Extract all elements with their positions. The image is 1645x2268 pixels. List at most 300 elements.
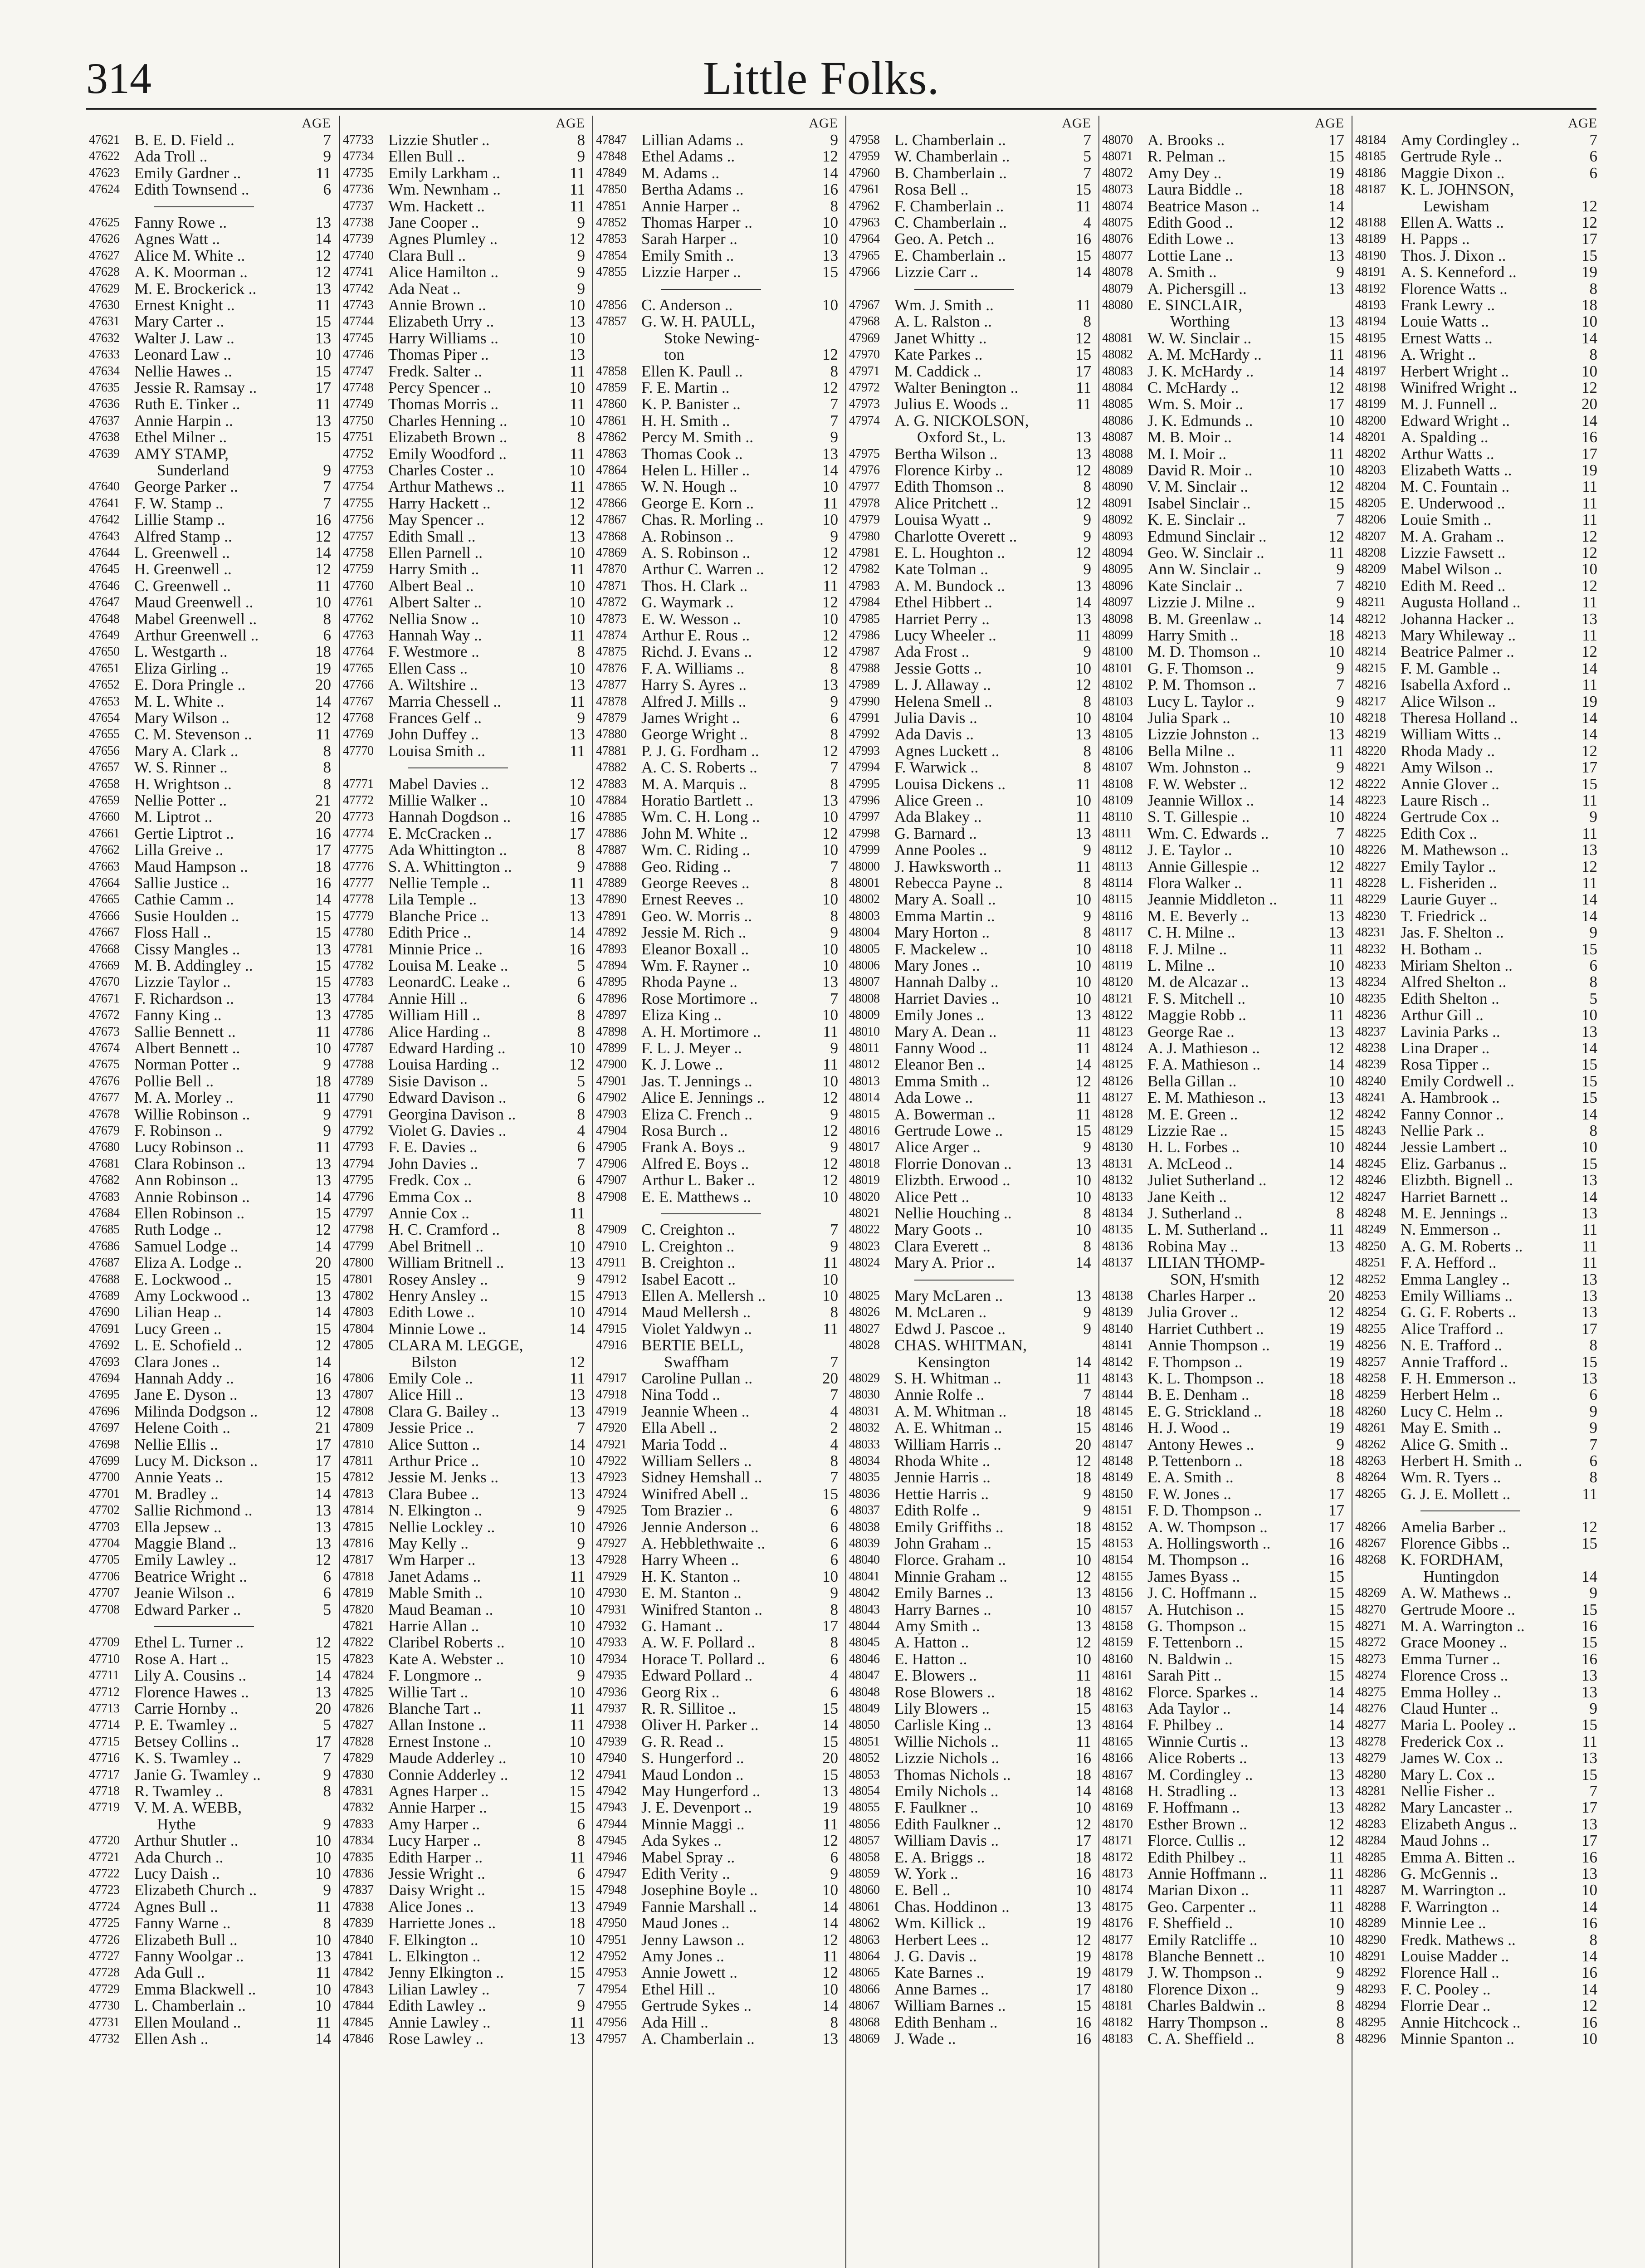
entry-number: 47858 xyxy=(596,364,627,378)
entry-age: 17 xyxy=(1075,1980,1091,1998)
list-item xyxy=(343,1684,585,1701)
entry-age: 8 xyxy=(577,643,585,661)
entry-name: Lucy M. Dickson .. xyxy=(134,1452,258,1470)
entry-number: 48078 xyxy=(1102,265,1133,279)
entry-age: 11 xyxy=(570,164,585,182)
entry-age: 12 xyxy=(1328,1039,1344,1057)
entry-number: 48061 xyxy=(849,1899,880,1914)
entry-number: 48094 xyxy=(1102,546,1133,560)
list-item xyxy=(849,842,1091,858)
list-item xyxy=(1102,1618,1344,1634)
entry-age: 8 xyxy=(1083,1237,1091,1255)
entry-age: 7 xyxy=(830,395,838,413)
entry-number: 47738 xyxy=(343,215,374,230)
entry-name: M. Thompson .. xyxy=(1147,1551,1249,1569)
entry-name: K. L. Thompson .. xyxy=(1147,1369,1264,1387)
list-item xyxy=(1355,991,1597,1007)
entry-age: 11 xyxy=(316,1022,331,1041)
list-item xyxy=(1102,792,1344,809)
list-item xyxy=(849,1998,1091,2014)
list-item xyxy=(343,281,585,297)
entry-age: 14 xyxy=(569,924,585,942)
entry-age: 13 xyxy=(315,214,331,231)
entry-age: 9 xyxy=(323,1056,331,1074)
entry-number: 47784 xyxy=(343,991,374,1006)
entry-name: M. Mathewson .. xyxy=(1401,841,1509,859)
list-item xyxy=(596,974,838,990)
entry-name: Alice Hamilton .. xyxy=(388,263,499,281)
entry-age: 10 xyxy=(569,1584,585,1602)
entry-number: 47952 xyxy=(596,1949,627,1963)
entry-number: 47843 xyxy=(343,1982,374,1996)
entry-age: 13 xyxy=(1075,1897,1091,1916)
entry-number: 47707 xyxy=(89,1586,120,1600)
entry-age: 18 xyxy=(1075,1518,1091,1536)
entry-number: 48189 xyxy=(1355,232,1386,246)
entry-number: 47747 xyxy=(343,364,374,378)
list-item xyxy=(1355,1387,1597,1403)
entry-number: 47996 xyxy=(849,793,880,807)
entry-number: 47867 xyxy=(596,513,627,527)
entry-name: J. K. Edmunds .. xyxy=(1147,411,1253,430)
entry-number: 48263 xyxy=(1355,1454,1386,1468)
entry-age: 12 xyxy=(1328,775,1344,793)
entry-name: Ellen K. Paull .. xyxy=(641,362,743,380)
list-item xyxy=(89,1651,331,1667)
entry-name: V. M. A. WEBB, xyxy=(134,1799,242,1817)
list-item xyxy=(1102,974,1344,990)
list-item xyxy=(89,1205,331,1222)
list-item xyxy=(1355,1024,1597,1040)
entry-age: 12 xyxy=(1328,1171,1344,1189)
entry-age: 15 xyxy=(315,1204,331,1222)
list-item xyxy=(1355,1816,1597,1833)
entry-age: 9 xyxy=(577,1535,585,1552)
list-item xyxy=(1102,132,1344,148)
entry-name: Amy Lockwood .. xyxy=(134,1287,250,1305)
list-item xyxy=(849,215,1091,231)
entry-age: 11 xyxy=(1076,296,1091,314)
entry-name: Wm. C. H. Long .. xyxy=(641,808,760,826)
entry-number: 48267 xyxy=(1355,1536,1386,1550)
entry-age: 8 xyxy=(1589,1122,1597,1139)
list-item xyxy=(596,1602,838,1618)
entry-number: 47787 xyxy=(343,1041,374,1055)
entry-number: 47748 xyxy=(343,381,374,395)
entry-age: 11 xyxy=(1329,445,1344,463)
entry-age: 14 xyxy=(315,692,331,710)
list-item xyxy=(849,561,1091,577)
list-item-continuation xyxy=(1355,1569,1597,1585)
list-item xyxy=(89,1337,331,1354)
entry-age: 6 xyxy=(323,181,331,199)
entry-age: 12 xyxy=(822,147,838,166)
list-item xyxy=(343,330,585,347)
entry-number: 48249 xyxy=(1355,1222,1386,1237)
entry-age: 17 xyxy=(1075,1832,1091,1850)
entry-name: Wm. C. Riding .. xyxy=(641,841,751,859)
list-item xyxy=(596,1535,838,1552)
entry-number: 48032 xyxy=(849,1421,880,1435)
entry-number: 47740 xyxy=(343,248,374,263)
list-item xyxy=(343,1965,585,1981)
entry-name: G. Barnard .. xyxy=(894,824,977,842)
entry-name: Herbert H. Smith .. xyxy=(1401,1452,1523,1470)
list-item xyxy=(1355,941,1597,958)
list-item xyxy=(343,297,585,313)
entry-number: 47695 xyxy=(89,1388,120,1402)
section-divider xyxy=(154,1626,254,1627)
entry-number: 48011 xyxy=(849,1041,879,1055)
entry-age: 9 xyxy=(577,1270,585,1288)
entry-name: E. Bell .. xyxy=(894,1881,951,1899)
list-item xyxy=(596,148,838,165)
entry-number: 47677 xyxy=(89,1090,120,1105)
entry-name: Clara Everett .. xyxy=(894,1237,991,1255)
entry-number: 47987 xyxy=(849,645,880,659)
list-item xyxy=(849,1535,1091,1552)
list-item xyxy=(343,826,585,842)
list-item xyxy=(596,924,838,941)
entry-name: Bella Milne .. xyxy=(1147,742,1235,760)
entry-age: 15 xyxy=(1328,1667,1344,1685)
entry-name: F. W. Webster .. xyxy=(1147,775,1248,793)
entry-name: Cissy Mangles .. xyxy=(134,940,240,958)
entry-age: 11 xyxy=(823,1947,838,1965)
list-item xyxy=(1102,1370,1344,1387)
entry-number: 47736 xyxy=(343,182,374,197)
entry-name: M. E. Jennings .. xyxy=(1401,1204,1508,1222)
list-item xyxy=(1102,842,1344,858)
entry-age: 6 xyxy=(1589,147,1597,166)
entry-number: 47637 xyxy=(89,413,120,428)
entry-number: 47820 xyxy=(343,1602,374,1617)
entry-number: 47855 xyxy=(596,265,627,279)
entry-name: Agnes Harper .. xyxy=(388,1782,489,1800)
entry-name: T. Friedrick .. xyxy=(1401,907,1487,925)
entry-number: 47797 xyxy=(343,1206,374,1220)
entry-age: 12 xyxy=(822,544,838,562)
entry-number: 47691 xyxy=(89,1321,120,1336)
entry-name: S. H. Whitman .. xyxy=(894,1369,1001,1387)
entry-number: 48234 xyxy=(1355,975,1386,989)
entry-number: 48057 xyxy=(849,1833,880,1848)
entry-age: 12 xyxy=(822,742,838,760)
entry-age: 13 xyxy=(315,1006,331,1024)
entry-number: 47807 xyxy=(343,1388,374,1402)
entry-age: 8 xyxy=(1083,758,1091,777)
entry-age: 9 xyxy=(1083,1501,1091,1520)
entry-number: 47923 xyxy=(596,1470,627,1485)
entry-number: 48235 xyxy=(1355,991,1386,1006)
entry-name: Emily Griffiths .. xyxy=(894,1518,1004,1536)
entry-name: Julius E. Woods .. xyxy=(894,395,1009,413)
entry-age: 11 xyxy=(1329,890,1344,909)
entry-name: A. W. Thompson .. xyxy=(1147,1518,1268,1536)
list-item xyxy=(89,330,331,347)
entry-age: 12 xyxy=(822,379,838,396)
list-item xyxy=(849,313,1091,330)
entry-age: 8 xyxy=(577,1105,585,1123)
entry-age: 8 xyxy=(323,742,331,760)
list-item xyxy=(849,1387,1091,1403)
entry-name: G. W. H. PAULL, xyxy=(641,313,755,331)
entry-number: 48020 xyxy=(849,1189,880,1204)
list-item xyxy=(596,181,838,198)
list-item xyxy=(596,1420,838,1436)
entry-age: 8 xyxy=(323,610,331,628)
list-item xyxy=(89,380,331,396)
entry-name: F. D. Thompson .. xyxy=(1147,1501,1262,1520)
entry-name: S. Hungerford .. xyxy=(641,1749,744,1767)
entry-number: 47920 xyxy=(596,1421,627,1435)
entry-name: Ann W. Sinclair .. xyxy=(1147,560,1261,578)
entry-number: 48238 xyxy=(1355,1041,1386,1055)
entry-number: 48090 xyxy=(1102,479,1133,494)
entry-number: 48176 xyxy=(1102,1916,1133,1931)
entry-number: 47814 xyxy=(343,1503,374,1518)
entry-name: Anne Barnes .. xyxy=(894,1980,989,1998)
entry-number: 48273 xyxy=(1355,1652,1386,1666)
entry-age: 11 xyxy=(1076,1105,1091,1123)
list-item xyxy=(89,1965,331,1981)
entry-name: Mary A. Dean .. xyxy=(894,1022,997,1041)
list-item xyxy=(1355,974,1597,990)
list-item xyxy=(1355,1040,1597,1056)
entry-name: V. M. Sinclair .. xyxy=(1147,478,1248,496)
list-item xyxy=(849,2031,1091,2047)
entry-age: 11 xyxy=(1076,775,1091,793)
entry-name: Emma Turner .. xyxy=(1401,1650,1500,1668)
entry-age: 19 xyxy=(1075,1947,1091,1965)
entry-number: 47831 xyxy=(343,1784,374,1798)
entry-number: 48286 xyxy=(1355,1867,1386,1881)
entry-number: 48052 xyxy=(849,1751,880,1765)
entry-name: Lucy Harper .. xyxy=(388,1832,481,1850)
entry-age: 9 xyxy=(830,527,838,545)
entry-number: 48281 xyxy=(1355,1784,1386,1798)
entry-number: 47844 xyxy=(343,1999,374,2013)
entry-age: 12 xyxy=(315,246,331,264)
list-item xyxy=(849,1453,1091,1469)
entry-number: 47861 xyxy=(596,413,627,428)
entry-number: 47752 xyxy=(343,446,374,461)
entry-number: 47948 xyxy=(596,1883,627,1897)
list-item xyxy=(89,726,331,743)
entry-name: A. Robinson .. xyxy=(641,527,734,545)
entry-age: 2 xyxy=(830,1419,838,1437)
entry-number: 47865 xyxy=(596,479,627,494)
entry-name: Annie Cox .. xyxy=(388,1204,469,1222)
entry-age: 13 xyxy=(315,989,331,1007)
entry-name: K. E. Sinclair .. xyxy=(1147,511,1246,529)
entry-number: 48210 xyxy=(1355,578,1386,593)
entry-name: Bertha Adams .. xyxy=(641,181,744,199)
entry-name: Rosa Bell .. xyxy=(894,181,969,199)
entry-name: Alfred Stamp .. xyxy=(134,527,232,545)
entry-name: H. Wrightson .. xyxy=(134,775,232,793)
entry-age: 14 xyxy=(1582,1567,1597,1585)
entry-number: 47624 xyxy=(89,182,120,197)
entry-age: 14 xyxy=(1328,1154,1344,1173)
entry-number: 47623 xyxy=(89,166,120,180)
list-item xyxy=(89,1915,331,1931)
name-list xyxy=(86,116,1601,2268)
entry-number: 47724 xyxy=(89,1899,120,1914)
entry-number: 48230 xyxy=(1355,909,1386,923)
entry-age: 11 xyxy=(1329,1881,1344,1899)
entry-age: 12 xyxy=(1075,494,1091,512)
entry-age: 14 xyxy=(1075,1353,1091,1371)
entry-name: Maud Johns .. xyxy=(1401,1832,1490,1850)
list-item xyxy=(596,1090,838,1106)
entry-age: 8 xyxy=(830,1303,838,1321)
list-item xyxy=(1102,826,1344,842)
list-item xyxy=(1102,1238,1344,1255)
entry-name: Edith Price .. xyxy=(388,924,471,942)
entry-name: Eliz. Garbanus .. xyxy=(1401,1154,1507,1173)
entry-number: 47866 xyxy=(596,496,627,510)
entry-number: 47626 xyxy=(89,232,120,246)
entry-name: Wm. Hackett .. xyxy=(388,197,485,215)
entry-age: 7 xyxy=(830,1386,838,1404)
list-item xyxy=(1102,859,1344,875)
list-item xyxy=(1102,1024,1344,1040)
entry-age: 13 xyxy=(1075,610,1091,628)
entry-name: Lilian Lawley .. xyxy=(388,1980,490,1998)
entry-name: Amy Smith .. xyxy=(894,1617,980,1635)
entry-number: 47962 xyxy=(849,199,880,213)
list-item xyxy=(89,1519,331,1535)
list-item xyxy=(1102,1255,1344,1271)
entry-name: E. McCracken .. xyxy=(388,824,492,842)
entry-age: 11 xyxy=(570,1848,585,1866)
entry-age: 10 xyxy=(569,1749,585,1767)
list-item xyxy=(1355,1634,1597,1651)
entry-age: 9 xyxy=(1083,841,1091,859)
entry-name: Alice Harding .. xyxy=(388,1022,491,1041)
entry-number: 48115 xyxy=(1102,892,1132,907)
entry-name: Violet G. Davies .. xyxy=(388,1122,507,1139)
entry-number: 48258 xyxy=(1355,1371,1386,1385)
entry-age: 5 xyxy=(323,1600,331,1618)
entry-age: 10 xyxy=(1075,1188,1091,1206)
entry-name: Amelia Barber .. xyxy=(1401,1518,1507,1536)
entry-number: 48135 xyxy=(1102,1222,1133,1237)
entry-number: 47649 xyxy=(89,628,120,642)
entry-number: 48144 xyxy=(1102,1388,1133,1402)
entry-number: 48101 xyxy=(1102,661,1133,675)
entry-name: A. W. F. Pollard .. xyxy=(641,1633,755,1652)
entry-number: 47700 xyxy=(89,1470,120,1485)
entry-name: Robina May .. xyxy=(1147,1237,1239,1255)
entry-name: Agnes Watt .. xyxy=(134,230,220,248)
entry-number: 47994 xyxy=(849,760,880,775)
entry-number: 48239 xyxy=(1355,1057,1386,1072)
entry-age: 13 xyxy=(315,1683,331,1701)
entry-age: 9 xyxy=(1589,1700,1597,1717)
entry-age: 9 xyxy=(830,1237,838,1255)
entry-number: 48034 xyxy=(849,1454,880,1468)
entry-number: 47872 xyxy=(596,595,627,610)
list-item xyxy=(343,1816,585,1833)
list-item xyxy=(89,1585,331,1601)
entry-number: 48117 xyxy=(1102,925,1132,940)
entry-name: Mabel Greenwell .. xyxy=(134,610,257,628)
entry-name: Wm. F. Rayner .. xyxy=(641,957,750,974)
list-item xyxy=(1355,1007,1597,1023)
entry-name: Willie Robinson .. xyxy=(134,1105,250,1123)
entry-age: 15 xyxy=(1582,1353,1597,1371)
list-item xyxy=(343,413,585,429)
entry-number: 48087 xyxy=(1102,430,1133,445)
list-item xyxy=(343,677,585,693)
list-item xyxy=(343,1552,585,1568)
entry-age: 9 xyxy=(1589,808,1597,826)
entry-number: 47941 xyxy=(596,1767,627,1782)
entry-age: 17 xyxy=(1582,758,1597,777)
entry-number: 47761 xyxy=(343,595,374,610)
entry-age: 13 xyxy=(822,445,838,463)
entry-number: 47985 xyxy=(849,611,880,626)
entry-age: 14 xyxy=(1328,1716,1344,1734)
list-item xyxy=(596,842,838,858)
entry-name: Kensington xyxy=(917,1353,991,1371)
entry-age: 11 xyxy=(823,577,838,595)
entry-name: F. Richardson .. xyxy=(134,989,234,1007)
entry-age: 10 xyxy=(1075,973,1091,991)
entry-age: 14 xyxy=(315,2030,331,2048)
entry-age: 14 xyxy=(315,1667,331,1685)
entry-age: 7 xyxy=(1336,824,1344,842)
entry-name: Augusta Holland .. xyxy=(1401,593,1521,611)
entry-age: 13 xyxy=(1582,1303,1597,1321)
entry-number: 48154 xyxy=(1102,1553,1133,1567)
entry-age: 12 xyxy=(315,1633,331,1652)
entry-age: 12 xyxy=(822,560,838,578)
entry-name: Clara Robinson .. xyxy=(134,1154,245,1173)
entry-number: 48195 xyxy=(1355,331,1386,345)
entry-name: Harriet Barnett .. xyxy=(1401,1188,1508,1206)
list-item xyxy=(89,694,331,710)
entry-number: 48015 xyxy=(849,1107,880,1121)
list-item xyxy=(849,759,1091,776)
entry-age: 10 xyxy=(822,511,838,529)
list-item xyxy=(1102,1502,1344,1519)
list-item xyxy=(849,776,1091,792)
entry-name: Carlisle King .. xyxy=(894,1716,991,1734)
entry-name: Edward Parker .. xyxy=(134,1600,241,1618)
entry-name: A. M. McHardy .. xyxy=(1147,346,1262,364)
entry-age: 13 xyxy=(315,1535,331,1552)
list-item xyxy=(596,1007,838,1023)
entry-age: 10 xyxy=(1582,1881,1597,1899)
entry-number: 47635 xyxy=(89,381,120,395)
entry-age: 12 xyxy=(569,1947,585,1965)
list-item xyxy=(89,1684,331,1701)
list-item xyxy=(89,1667,331,1684)
entry-age: 11 xyxy=(316,1897,331,1916)
list-item xyxy=(849,181,1091,198)
entry-number: 47973 xyxy=(849,397,880,411)
list-item xyxy=(1355,429,1597,445)
list-item xyxy=(89,297,331,313)
entry-number: 47854 xyxy=(596,248,627,263)
list-item xyxy=(89,1486,331,1502)
entry-age: 11 xyxy=(570,874,585,892)
list-item xyxy=(1355,1321,1597,1337)
entry-age: 8 xyxy=(1083,742,1091,760)
